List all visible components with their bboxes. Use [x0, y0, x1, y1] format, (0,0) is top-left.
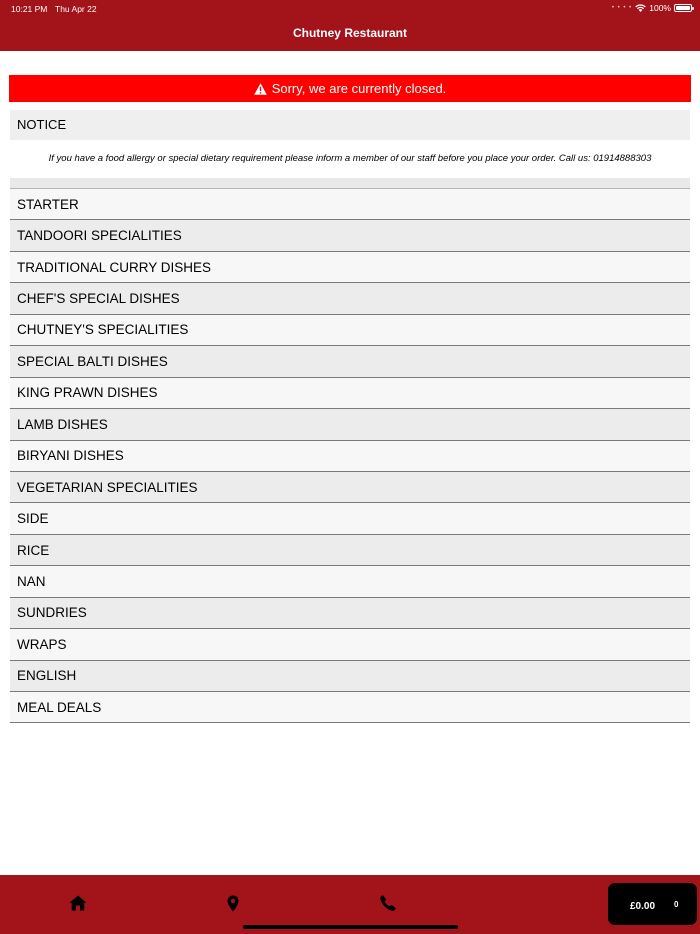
cart-count-badge: 0	[674, 900, 679, 909]
menu-category-nan[interactable]: NAN	[10, 566, 690, 597]
menu-category-side[interactable]: SIDE	[10, 503, 690, 534]
header-bar	[0, 0, 700, 51]
status-date: Thu Apr 22	[55, 4, 97, 14]
notice-divider	[10, 178, 690, 189]
home-indicator[interactable]	[243, 925, 458, 929]
page-title: Chutney Restaurant	[292, 26, 408, 40]
menu-category-special-balti[interactable]: SPECIAL BALTI DISHES	[10, 346, 690, 377]
menu-category-meal-deals[interactable]: MEAL DEALS	[10, 692, 690, 723]
notice-heading: NOTICE	[10, 110, 690, 140]
wifi-icon	[635, 4, 646, 12]
home-icon	[69, 895, 87, 911]
menu-category-wraps[interactable]: WRAPS	[10, 629, 690, 660]
closed-banner-text: Sorry, we are currently closed.	[271, 81, 447, 96]
location-pin-icon	[227, 895, 239, 912]
cart-button[interactable]	[608, 883, 697, 925]
status-bar	[0, 0, 700, 17]
location-button[interactable]	[221, 891, 245, 915]
notice-text: If you have a food allergy or special dietary requirement please inform a member of our staff before you place your order. Call us: 01914888303	[10, 140, 690, 178]
menu-category-biryani[interactable]: BIRYANI DISHES	[10, 441, 690, 472]
battery-icon	[674, 4, 692, 12]
menu-category-vegetarian[interactable]: VEGETARIAN SPECIALITIES	[10, 472, 690, 503]
menu-category-list	[10, 189, 690, 723]
phone-icon	[380, 895, 396, 911]
signal-dots-icon: • • • •	[611, 5, 633, 11]
call-button[interactable]	[376, 891, 400, 915]
menu-category-sundries[interactable]: SUNDRIES	[10, 598, 690, 629]
closed-banner	[9, 75, 691, 102]
menu-category-king-prawn[interactable]: KING PRAWN DISHES	[10, 378, 690, 409]
menu-category-chutneys-specialities[interactable]: CHUTNEY'S SPECIALITIES	[10, 315, 690, 346]
battery-percent: 100%	[649, 3, 671, 13]
menu-category-traditional-curry[interactable]: TRADITIONAL CURRY DISHES	[10, 252, 690, 283]
menu-category-lamb[interactable]: LAMB DISHES	[10, 409, 690, 440]
menu-category-english[interactable]: ENGLISH	[10, 661, 690, 692]
menu-category-tandoori[interactable]: TANDOORI SPECIALITIES	[10, 220, 690, 251]
status-time: 10:21 PM	[11, 4, 48, 14]
cart-total: £0.00	[630, 901, 656, 912]
menu-category-starter[interactable]: STARTER	[10, 189, 690, 220]
warning-icon	[254, 83, 267, 95]
home-button[interactable]	[66, 891, 90, 915]
menu-category-rice[interactable]: RICE	[10, 535, 690, 566]
menu-category-chefs-special[interactable]: CHEF'S SPECIAL DISHES	[10, 283, 690, 314]
status-indicators	[612, 3, 692, 13]
